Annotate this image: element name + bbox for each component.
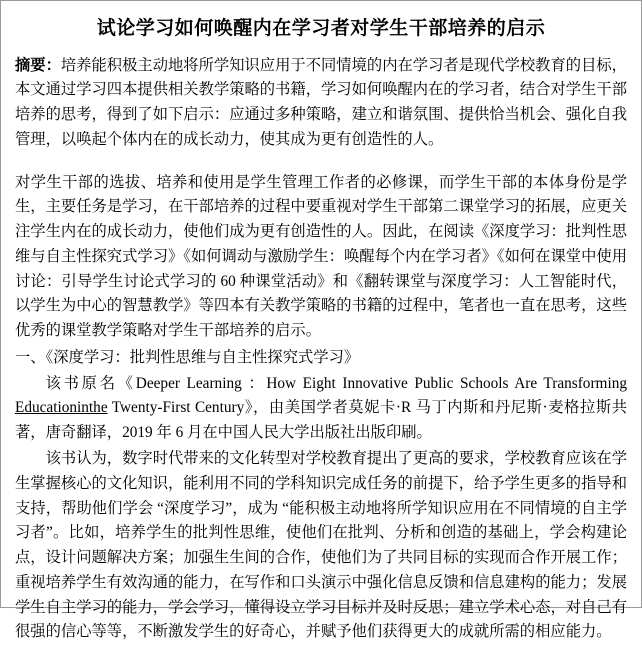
text-run-1: 该书原名《Deeper Learning ：How Eight Innovative Public Schools Are Transforming <box>45 374 627 392</box>
section-paragraph-2 <box>15 447 627 645</box>
abstract-label: 摘要： <box>15 56 61 74</box>
text-run-3: Twenty-First Century》，由美国学者莫妮卡·R 马丁内斯和丹尼斯·麦格拉斯共著，唐奇翻译，2019 年 6 月在中国人民大学出版社出版印刷。 <box>15 399 627 442</box>
page-title: 试论学习如何唤醒内在学习者对学生干部培养的启示 <box>96 18 546 39</box>
section-heading: 一、《深度学习：批判性思维与自主性探究式学习》 <box>15 348 360 366</box>
section-paragraph-1 <box>15 372 627 446</box>
body-paragraph-1: 对学生干部的选拔、培养和使用是学生管理工作者的必修课，而学生干部的本体身份是学生，主要任务是学习，在干部培养的过程中要重视对学生干部第二课堂学习的拓展，应更关注学生内在的成长动力，使他们成为更有创造性的人。因此，在阅读《深度学习：批判性思维与自主性探究式学习》《如何调动与激励学生：唤醒每个内在学习者》《如何在课堂中使用讨论：引导学生讨论式学习的 60 种课堂活动》和《翻转课堂与深度学习：人工智能时代，以学生为中心的智慧教学》等四本有关教学策略的书籍的过程中，笔者也一直在思考，这些优秀的课堂教学策略对学生干部培养的启示。 <box>15 173 627 340</box>
abstract-block <box>15 54 627 153</box>
abstract-text: 培养能积极主动地将所学知识应用于不同情境的内在学习者是现代学校教育的目标，本文通过学习四本提供相关教学策略的书籍，学习如何唤醒内在的学习者，结合对学生干部培养的思考，得到了如下启示：应通过多种策略，建立和谐氛围、提供恰当机会、强化自我管理，以唤起个体内在的成长动力，使其成为更有创造性的人。 <box>15 56 627 148</box>
text-run-2: Educationinthe <box>15 399 108 417</box>
text-run-1: 该书认为，数字时代带来的文化转型对学校教育提出了更高的要求，学校教育应该在学生掌握核心的文化知识，能利用不同的学科知识完成任务的前提下，给予学生更多的指导和支持，帮助他们学会 “深度学习”，成为 “能积极主动地将所学知识应用在不同情境的自主学习者”。比如，培养学生的批判性思维，使他们在批判、分析和创造的基础上，学会构建论点，设计问题解决方案；加强生生间的合作，使他们为了共同目标的实现而合作开展工作；重视培养学生有效沟通的能力，在写作和口头演示中强化信息反馈和信息建构的能力；发展学生自主学习的能力，学会学习，懂得设立学习目标并及时反思；建立学术心态，对自己有很强的信心等等，不断激发学生的好奇心，并赋予他们获得更大的成就所需的相应能力。 <box>15 449 627 641</box>
